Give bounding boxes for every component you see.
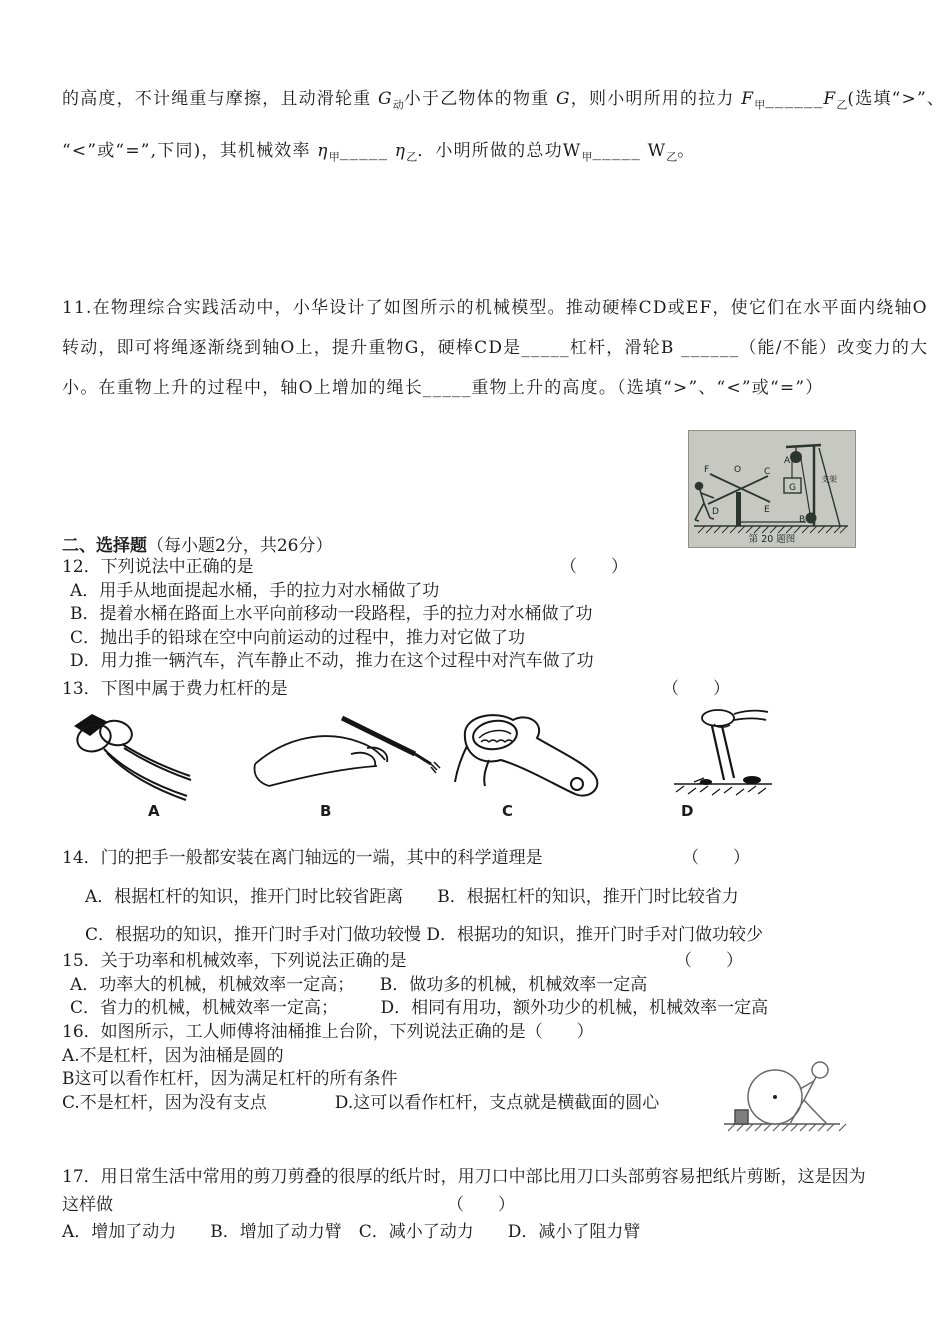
ground-hatch [728,1124,846,1131]
section2-note: （每小题2分，共26分） [147,536,333,556]
svg-text:F: F [704,465,710,475]
q14-stem [62,843,922,868]
q12-option-c: C．抛出手的铅球在空中向前运动的过程中，推力对它做了功 [70,627,526,648]
svg-text:D: D [712,507,719,517]
q17-line1: 17．用日常生活中常用的剪刀剪叠的很厚的纸片时，用刀口中部比用刀口头部剪容易把纸片剪断，这是因为 [62,1167,866,1187]
figure-q13-c-bottle-opener [437,702,612,810]
svg-text:E: E [764,505,770,515]
figure-q20-caption: 第 20 题图 [748,534,796,545]
q13-stem-text: 13．下图中属于费力杠杆的是 [62,679,288,699]
q12-stem [62,556,922,580]
ground-hatch [698,526,847,533]
q13-label-d: D [681,802,694,820]
q14-stem-text: 14．门的把手一般都安装在离门轴远的一端，其中的科学道理是 [62,848,543,868]
svg-text:O: O [734,465,742,475]
q11-line1: 11.在物理综合实践活动中，小华设计了如图所示的机械模型。推动硬棒CD或EF，使它们在水平面内绕轴O [62,298,928,318]
q15-options-ab: A．功率大的机械，机械效率一定高； B．做功多的机械，机械效率一定高 [70,974,648,995]
q17-line2-text: 这样做 [62,1194,113,1215]
frame-brace [819,448,840,526]
q12-block [62,556,922,674]
q13-block [62,674,922,699]
q15-answer-paren: （ ） [675,951,743,971]
q12-option-a: A．用手从地面提起水桶，手的拉力对水桶做了功 [70,580,440,601]
q12-answer-paren: （ ） [560,557,628,577]
svg-text:支架: 支架 [821,475,837,484]
q13-label-a: A [148,802,160,820]
q17-options: A．增加了动力 B．增加了动力臂 C．减小了动力 D．减小了阻力臂 [62,1222,641,1242]
q13-figures [62,698,890,828]
q13-label-c: C [502,802,514,820]
axle-post [736,492,741,526]
q11-line2: 转动，即可将绳逐渐绕到轴O上，提升重物G，硬棒CD是_____杠杆，滑轮B ______（能/不能）改变力的大 [62,338,929,358]
step-block [735,1110,748,1124]
figure-q13-d-stake-in-ground [660,702,785,810]
svg-text:C: C [764,467,771,477]
figure-q16-barrel [720,1050,850,1142]
q17-line2 [62,1192,932,1220]
q13-answer-paren: （ ） [662,679,730,699]
q15-stem [62,950,922,974]
q16-options-cd: C.不是杠杆，因为没有支点 D.这可以看作杠杆，支点就是横截面的圆心 [62,1092,660,1113]
q16-option-b: B这可以看作杠杆，因为满足杠杆的所有条件 [62,1069,398,1089]
q10-line2: “<”或“=”,下同)，其机械效率 $\eta_甲\_\_\_\_\_$ $\eta_乙$．小明所做的总功$W_甲\_\_\_\_\_$ $W_乙$。 [62,141,696,164]
q11-line3: 小。在重物上升的过程中，轴O上增加的绳长_____重物上升的高度。（选填“>”、“<”或“=”） [62,378,824,398]
pulley-b [806,513,817,524]
q15-block [62,950,922,1021]
top-bar [786,445,821,447]
q10-line1: 的高度，不计绳重与摩擦，且动滑轮重 $G_动$小于乙物体的物重 G，则小明所用的拉力 $F_甲\_\_\_\_\_\_F_乙$(选填“>”、 [62,89,946,112]
rope-to-pulley-b [801,459,810,514]
q16-option-a: A.不是杠杆，因为油桶是圆的 [62,1045,284,1066]
q14-options-cd: C．根据功的知识，推开门时手对门做功较慢 D．根据功的知识，推开门时手对门做功较少 [85,925,764,945]
q11-block [62,288,929,408]
figure-q13-a-nutcracker [62,706,197,806]
q14-options-ab: A．根据杠杆的知识，推开门时比较省距离 B．根据杠杆的知识，推开门时比较省力 [85,887,739,907]
q14-answer-paren: （ ） [682,848,750,868]
q15-options-cd: C．省力的机械，机械效率一定高； D．相同有用功，额外功少的机械，机械效率一定高 [70,998,769,1018]
svg-text:A: A [784,456,791,466]
q13-stem [62,674,922,699]
section2-title: 二、选择题 [62,536,147,556]
section2-header [62,531,332,556]
q12-option-d: D．用力推一辆汽车，汽车静止不动，推力在这个过程中对汽车做了功 [70,651,594,671]
figure-q13-b-hand-with-brush [247,706,452,806]
q10-continuation [62,76,946,181]
q16-stem: 16．如图所示，工人师傅将油桶推上台阶，下列说法正确的是（ ） [62,1022,594,1042]
q17-block [62,1164,932,1247]
q14-block [62,843,922,945]
figure-q20-labels [704,456,837,525]
q17-answer-paren: （ ） [447,1194,515,1215]
svg-text:B: B [799,515,806,525]
figure-q20 [688,430,856,548]
q15-stem-text: 15．关于功率和机械效率，下列说法正确的是 [62,951,407,971]
q13-label-b: B [320,802,332,820]
svg-text:G: G [789,483,796,493]
figure-q20-drawing [688,430,856,548]
q12-option-b: B．提着水桶在路面上水平向前移动一段路程，手的拉力对水桶做了功 [70,604,593,624]
barrel-center-dot [773,1095,777,1099]
q12-stem-text: 12．下列说法中正确的是 [62,557,254,577]
